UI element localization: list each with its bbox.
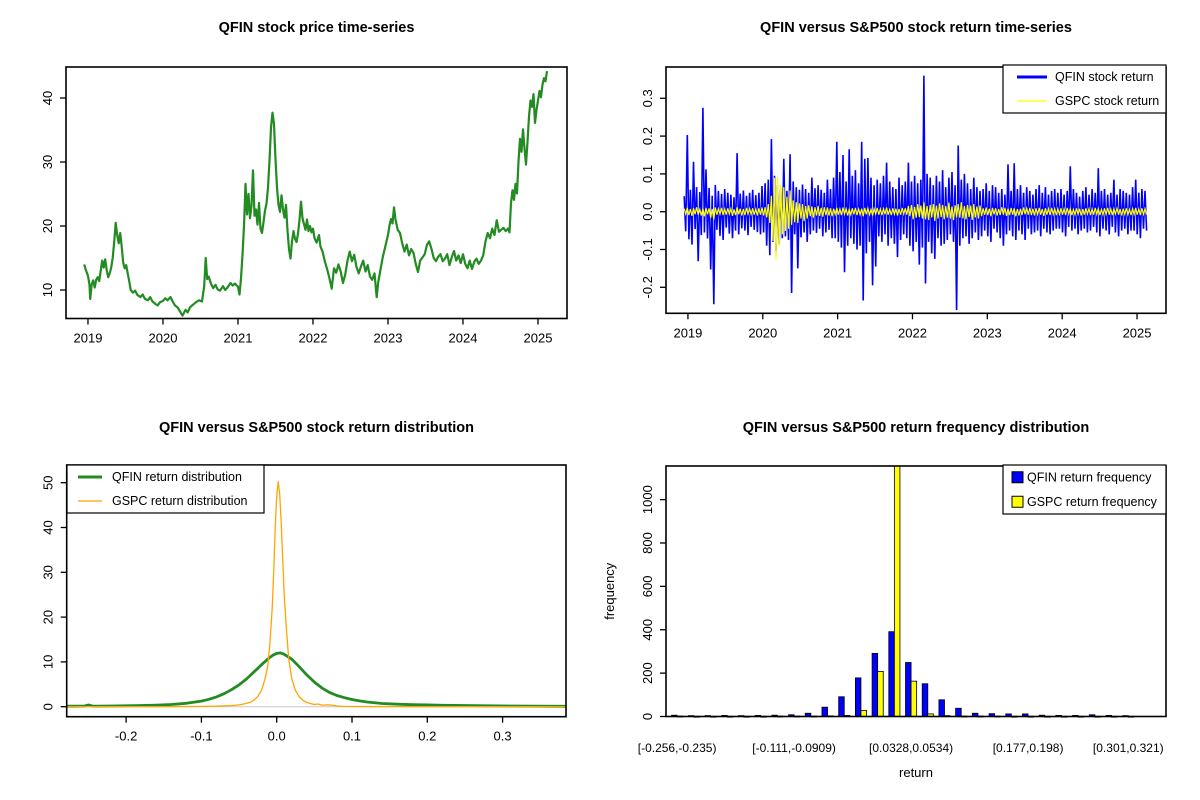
x-tick-label: 2023 [373, 330, 403, 346]
x-tick-label: 2025 [523, 330, 553, 346]
x-tick-label: 0.0 [267, 728, 286, 744]
panel-price-timeseries [0, 0, 600, 400]
series-group [84, 71, 547, 316]
y-tick-label: 0.2 [640, 127, 655, 146]
return-frequency-chart [600, 400, 1200, 800]
chart-title: QFIN versus S&P500 stock return distribution [158, 420, 475, 436]
y-tick-label: 30 [40, 154, 55, 170]
y-tick-label: 40 [40, 90, 55, 106]
bar [861, 710, 867, 716]
bar [878, 671, 884, 716]
y-tick-label: 800 [640, 532, 655, 554]
y-tick-label: 20 [40, 609, 56, 625]
series-line [84, 71, 547, 316]
x-tick-label: 2024 [448, 330, 478, 346]
x-axis [673, 313, 1151, 340]
y-tick-label: 10 [40, 654, 56, 670]
legend [1003, 465, 1166, 514]
y-tick-label: 600 [640, 575, 655, 598]
bar [922, 684, 928, 717]
x-bin-label: [-0.256,-0.235) [637, 741, 717, 755]
x-tick-label: 2022 [898, 325, 927, 341]
x-tick-label: 2023 [972, 325, 1002, 341]
x-tick-label: 0.2 [418, 728, 437, 744]
y-axis [40, 91, 66, 298]
x-tick-label: 0.1 [342, 728, 362, 744]
x-tick-label: 0.3 [493, 728, 512, 744]
legend-item-label: QFIN stock return [1055, 70, 1154, 85]
y-tick-label: -0.2 [640, 276, 655, 299]
series-line [67, 482, 566, 707]
panel-return-distribution [0, 400, 600, 800]
legend [67, 465, 264, 513]
x-bin-label: [-0.111,-0.0909) [752, 741, 836, 755]
legend-box-swatch [1012, 496, 1023, 507]
bar [889, 632, 895, 717]
x-axis [115, 717, 512, 744]
price-timeseries-chart [0, 0, 600, 400]
bar [956, 708, 962, 716]
bar [911, 681, 917, 716]
x-tick-label: 2025 [1122, 325, 1152, 341]
x-tick-label: 2021 [223, 330, 253, 346]
chart-title: QFIN versus S&P500 return frequency distribution [742, 420, 1090, 436]
x-tick-label: -0.2 [114, 728, 138, 744]
y-tick-label: 200 [640, 662, 655, 684]
panel-return-timeseries [600, 0, 1200, 400]
x-axis [74, 319, 553, 346]
y-tick-label: 40 [40, 520, 56, 535]
bar [939, 700, 945, 717]
y-tick-label: 0.0 [640, 202, 655, 221]
chart-title: QFIN versus S&P500 stock return time-series [760, 20, 1072, 36]
legend-item-label: QFIN return distribution [112, 470, 242, 485]
x-tick-label: 2024 [1047, 325, 1077, 341]
bar [855, 678, 861, 717]
y-tick-label: 20 [40, 218, 55, 234]
series-line [67, 653, 566, 706]
x-axis-title: return [899, 765, 933, 780]
panel-return-frequency [600, 400, 1200, 800]
legend-box-swatch [1012, 472, 1023, 483]
legend-item-label: GSPC return frequency [1027, 494, 1157, 509]
y-tick-label: 0 [40, 703, 56, 711]
y-tick-label: 10 [40, 282, 55, 298]
chart-title: QFIN stock price time-series [218, 20, 415, 36]
x-tick-label: -0.1 [190, 728, 213, 744]
x-tick-label: 2020 [748, 325, 778, 341]
y-tick-label: 30 [40, 565, 56, 580]
x-tick-label: 2020 [148, 330, 178, 346]
x-tick-label: 2021 [823, 325, 853, 341]
y-axis [640, 485, 666, 720]
bar [906, 663, 912, 717]
bar [894, 466, 900, 717]
y-tick-label: 50 [40, 475, 56, 490]
bar [872, 653, 878, 716]
x-tick-label: 2019 [73, 330, 103, 346]
y-tick-label: 400 [640, 618, 655, 641]
legend-item-label: GSPC stock return [1055, 94, 1160, 109]
y-axis [41, 475, 67, 710]
y-axis [640, 89, 666, 298]
plot-box [66, 67, 567, 319]
y-tick-label: 0 [640, 712, 655, 721]
legend [1003, 65, 1166, 113]
legend-item-label: QFIN return frequency [1027, 470, 1152, 485]
series-group [67, 482, 566, 707]
y-tick-label: 0.3 [640, 89, 655, 108]
y-tick-label: 1000 [640, 485, 655, 515]
legend-item-label: GSPC return distribution [112, 494, 248, 509]
return-distribution-chart [0, 400, 600, 800]
x-bin-label: [0.0328,0.0534) [869, 741, 954, 755]
bar [839, 697, 845, 717]
y-tick-label: -0.1 [640, 238, 655, 261]
x-tick-label: 2022 [298, 330, 328, 346]
y-tick-label: 0.1 [640, 164, 655, 183]
x-bin-label: [0.301,0.321) [1092, 741, 1164, 755]
y-axis-title: frequency [602, 562, 617, 620]
bar [822, 707, 828, 716]
x-bin-label: [0.177,0.198) [992, 741, 1064, 755]
x-tick-label: 2019 [673, 325, 703, 341]
return-timeseries-chart [600, 0, 1200, 400]
